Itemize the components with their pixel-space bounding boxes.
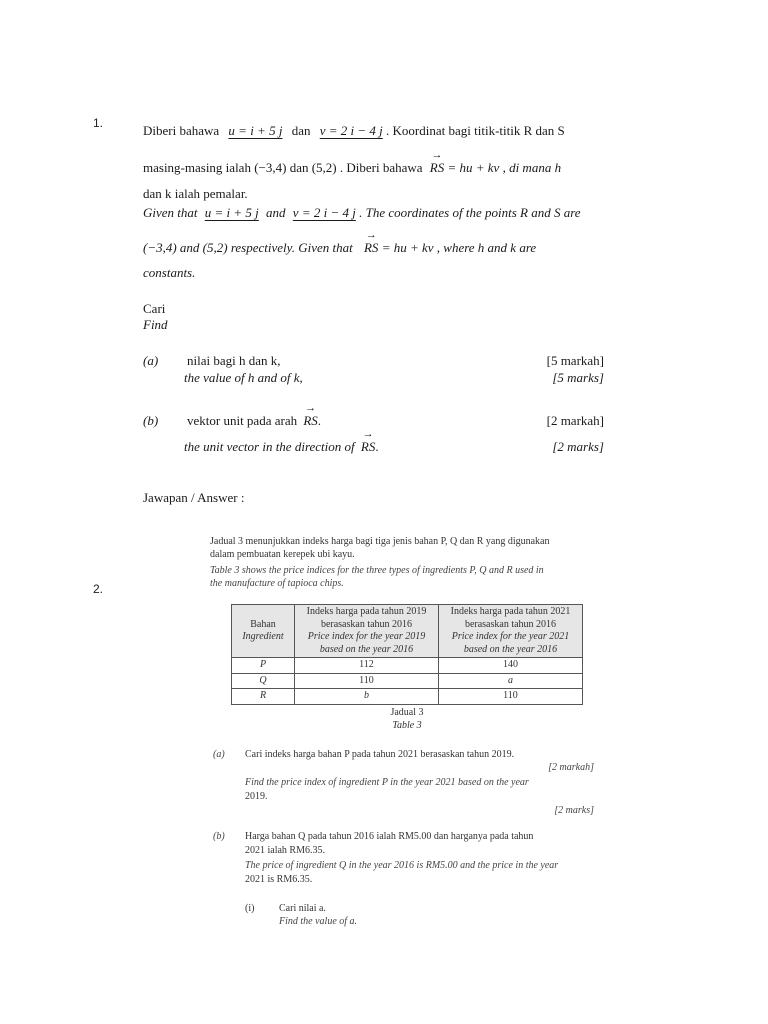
row-ingredient: R	[232, 689, 295, 705]
q2-intro-en-2: the manufacture of tapioca chips.	[210, 578, 344, 589]
q2-intro-ms-2: dalam pembuatan kerepek ubi kayu.	[210, 549, 355, 560]
header-ingredient-ms: Bahan	[250, 618, 276, 630]
q2-part-b-i-ms: Cari nilai a.	[279, 903, 326, 914]
vector-rs-en: → RS	[364, 241, 378, 254]
vector-rs-b-en: → RS	[361, 440, 375, 453]
q1-part-a-mark-en: [5 marks]	[552, 370, 604, 385]
q1-part-a-en: the value of h and of k,	[184, 370, 303, 385]
q2-part-a-mark-en: [2 marks]	[554, 805, 594, 816]
header-2021	[439, 605, 583, 658]
vector-rs: → RS	[430, 161, 444, 174]
q1-answer-label: Jawapan / Answer :	[143, 490, 245, 505]
row-index-2021: 110	[439, 689, 583, 705]
q1-line-5	[143, 241, 536, 254]
q2-part-b-i-en: Find the value of a.	[279, 916, 358, 927]
q1-coordinates-ms: . Koordinat bagi titik-titik R dan S	[386, 123, 565, 138]
q1-line-1	[143, 124, 565, 137]
q1-given-ms: Diberi bahawa	[143, 123, 220, 138]
q1-find: Find	[143, 317, 168, 332]
price-index-table	[231, 604, 583, 705]
q1-cari: Cari	[143, 301, 166, 316]
q1-part-b-ms-text: vektor unit pada arah	[187, 413, 298, 428]
row-index-2019: 110	[295, 673, 439, 689]
q1-part-b-en-text: the unit vector in the direction of	[184, 439, 355, 454]
q2-intro-en-1: Table 3 shows the price indices for the three types of ingredients P, Q and R used in	[210, 565, 544, 576]
q1-points-ms: masing-masing ialah (−3,4) dan (5,2) . Diberi bahawa	[143, 160, 423, 175]
header-ingredient-en: Ingredient	[242, 631, 284, 642]
table-row	[232, 689, 583, 705]
q1-part-b-mark-en: [2 marks]	[552, 439, 604, 454]
q2-part-b-ms-2: 2021 ialah RM6.35.	[245, 845, 325, 856]
q2-part-b-en-1: The price of ingredient Q in the year 2016 is RM5.00 and the price in the year	[245, 860, 559, 871]
row-index-2021: a	[439, 673, 583, 689]
vector-u-definition: u = i + 5 j	[228, 123, 283, 138]
q2-part-a-ms: Cari indeks harga bahan P pada tahun 2021 berasaskan tahun 2019.	[245, 749, 515, 760]
row-ingredient: P	[232, 658, 295, 674]
q1-line-4	[143, 206, 581, 219]
q1-dan: dan	[291, 123, 311, 138]
q2-part-b-en-2: 2021 is RM6.35.	[245, 874, 313, 885]
header-2019	[295, 605, 439, 658]
q1-part-b-en: the unit vector in the direction of → RS.	[184, 440, 379, 453]
q1-constants-ms: dan k ialah pemalar.	[143, 186, 248, 201]
q1-part-b-mark-ms: [2 markah]	[546, 413, 604, 428]
row-index-2019: 112	[295, 658, 439, 674]
vector-u-definition-en: u = i + 5 j	[204, 205, 259, 220]
table-caption-en: Table 3	[392, 720, 422, 731]
q1-equation-ms: = hu + kv , di mana h	[447, 160, 562, 175]
table-row	[232, 658, 583, 674]
q1-line-2	[143, 161, 561, 174]
q2-part-a-en-1: Find the price index of ingredient P in the year 2021 based on the year	[245, 777, 529, 788]
q1-constants-en: constants.	[143, 265, 196, 280]
q2-part-b-label: (b)	[213, 831, 225, 842]
header-ingredient	[232, 605, 295, 658]
q1-and: and	[266, 205, 286, 220]
header-2019-en: Price index for the year 2019 based on the year 2016	[307, 631, 426, 655]
vector-v-definition-en: v = 2 i − 4 j	[292, 205, 356, 220]
q2-intro-ms-1: Jadual 3 menunjukkan indeks harga bagi tiga jenis bahan P, Q dan R yang digunakan	[210, 536, 550, 547]
header-2021-en: Price index for the year 2021 based on the year 2016	[451, 631, 570, 655]
row-index-2019: b	[295, 689, 439, 705]
table-header-row	[232, 605, 583, 658]
question-1-number: 1.	[93, 116, 104, 130]
q1-given-en: Given that	[143, 205, 198, 220]
q2-part-b-ms-1: Harga bahan Q pada tahun 2016 ialah RM5.00 dan harganya pada tahun	[245, 831, 534, 842]
q2-part-a-mark-ms: [2 markah]	[548, 762, 594, 773]
table-caption-ms: Jadual 3	[390, 707, 424, 718]
vector-v-definition: v = 2 i − 4 j	[319, 123, 383, 138]
q1-part-b-label: (b)	[143, 413, 159, 428]
q1-points-en: (−3,4) and (5,2) respectively. Given that	[143, 240, 353, 255]
header-2021-ms: Indeks harga pada tahun 2021 berasaskan tahun 2016	[450, 606, 571, 630]
table-row	[232, 673, 583, 689]
q1-part-a-mark-ms: [5 markah]	[546, 353, 604, 368]
q2-part-a-label: (a)	[213, 749, 225, 760]
row-index-2021: 140	[439, 658, 583, 674]
q1-part-b-ms: vektor unit pada arah → RS.	[187, 414, 321, 427]
question-2-number: 2.	[93, 582, 104, 596]
q1-part-a-label: (a)	[143, 353, 159, 368]
q1-coordinates-en: . The coordinates of the points R and S are	[359, 205, 581, 220]
vector-rs-b: → RS	[303, 414, 317, 427]
row-ingredient: Q	[232, 673, 295, 689]
q1-equation-en: = hu + kv , where h and k are	[381, 240, 537, 255]
header-2019-ms: Indeks harga pada tahun 2019 berasaskan tahun 2016	[306, 606, 427, 630]
q2-part-a-en-2: 2019.	[245, 791, 268, 802]
q1-part-a-ms: nilai bagi h dan k,	[187, 353, 281, 368]
q2-part-b-i-label: (i)	[245, 903, 255, 914]
